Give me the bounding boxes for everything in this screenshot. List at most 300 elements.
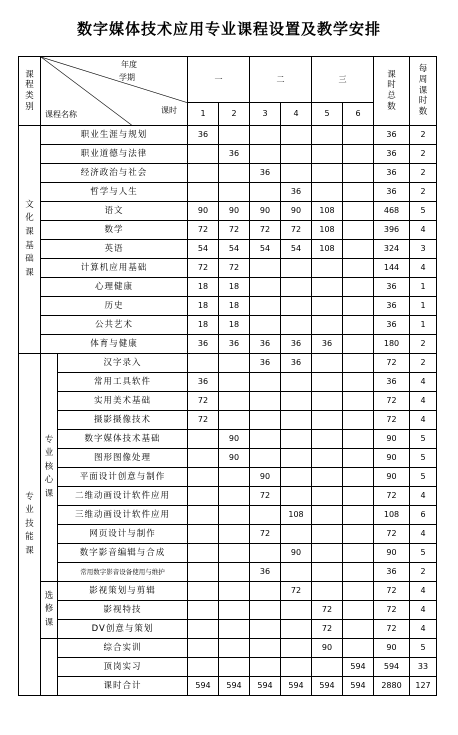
semester-2-hours: 18 (219, 278, 250, 297)
semester-1-hours: 72 (188, 221, 219, 240)
weekly-hours: 4 (410, 259, 437, 278)
semester-5-hours: 72 (312, 620, 343, 639)
semester-2-hours (219, 582, 250, 601)
semester-1-header: 1 (188, 103, 219, 126)
semester-3-hours (250, 449, 281, 468)
semester-6-hours (343, 202, 374, 221)
semester-6-hours (343, 582, 374, 601)
total-hours: 108 (374, 506, 410, 525)
table-row (19, 411, 437, 430)
table-row (19, 297, 437, 316)
semester-2-hours (219, 126, 250, 145)
weekly-hours: 2 (410, 354, 437, 373)
course-name: 职业道德与法律 (41, 145, 188, 164)
weekly-hours: 5 (410, 202, 437, 221)
semester-3-hours: 54 (250, 240, 281, 259)
semester-1-hours: 54 (188, 240, 219, 259)
table-row (19, 639, 437, 658)
weekly-hours: 5 (410, 468, 437, 487)
table-row (19, 335, 437, 354)
semester-2-hours (219, 620, 250, 639)
semester-4-hours (281, 145, 312, 164)
semester-3-hours (250, 639, 281, 658)
weekly-hours: 4 (410, 373, 437, 392)
semester-6-hours (343, 620, 374, 639)
table-row (19, 506, 437, 525)
semester-5-hours (312, 582, 343, 601)
course-name: 语文 (41, 202, 188, 221)
category-elective: 选修课 (41, 582, 58, 639)
semester-4-hours (281, 278, 312, 297)
semester-6-hours (343, 145, 374, 164)
total-hours: 36 (374, 278, 410, 297)
semester-1-hours: 18 (188, 297, 219, 316)
semester-6-hours (343, 563, 374, 582)
semester-6-hours: 594 (343, 658, 374, 677)
semester-1-hours (188, 145, 219, 164)
semester-5-hours (312, 278, 343, 297)
semester-3-hours: 594 (250, 677, 281, 696)
semester-2-hours: 36 (219, 335, 250, 354)
semester-6-hours (343, 126, 374, 145)
course-name: 职业生涯与规划 (41, 126, 188, 145)
table-row (19, 620, 437, 639)
semester-2-hours: 36 (219, 145, 250, 164)
course-name: 数学 (41, 221, 188, 240)
semester-4-hours: 594 (281, 677, 312, 696)
semester-3-hours (250, 145, 281, 164)
semester-1-hours (188, 468, 219, 487)
semester-5-hours (312, 487, 343, 506)
semester-5-hours (312, 563, 343, 582)
semester-6-hours (343, 297, 374, 316)
weekly-hours: 3 (410, 240, 437, 259)
table-row (19, 240, 437, 259)
semester-3-hours (250, 278, 281, 297)
semester-4-hours (281, 430, 312, 449)
course-name: 常用工具软件 (58, 373, 188, 392)
semester-1-hours (188, 601, 219, 620)
semester-6-hours (343, 468, 374, 487)
course-name: 历史 (41, 297, 188, 316)
semester-2-hours (219, 354, 250, 373)
table-row (19, 145, 437, 164)
semester-5-hours (312, 259, 343, 278)
semester-4-hours (281, 297, 312, 316)
course-name: 影视策划与剪辑 (58, 582, 188, 601)
semester-5-hours (312, 126, 343, 145)
semester-4-hours (281, 126, 312, 145)
course-name: DV创意与策划 (58, 620, 188, 639)
course-name: 三维动画设计软件应用 (58, 506, 188, 525)
empty-cell (41, 639, 58, 696)
semester-3-hours (250, 259, 281, 278)
course-name: 网页设计与制作 (58, 525, 188, 544)
semester-3-hours (250, 126, 281, 145)
semester-6-hours (343, 525, 374, 544)
semester-3-header: 3 (250, 103, 281, 126)
total-hours: 72 (374, 620, 410, 639)
total-hours: 90 (374, 544, 410, 563)
course-name: 数字媒体技术基础 (58, 430, 188, 449)
semester-6-hours (343, 544, 374, 563)
semester-5-hours (312, 183, 343, 202)
semester-1-hours (188, 354, 219, 373)
total-hours: 36 (374, 164, 410, 183)
course-name: 计算机应用基础 (41, 259, 188, 278)
course-name: 体育与健康 (41, 335, 188, 354)
semester-4-hours (281, 316, 312, 335)
semester-3-hours (250, 544, 281, 563)
total-hours: 72 (374, 354, 410, 373)
total-hours: 594 (374, 658, 410, 677)
semester-1-hours (188, 449, 219, 468)
semester-4-hours: 72 (281, 221, 312, 240)
semester-3-hours (250, 506, 281, 525)
semester-1-hours: 594 (188, 677, 219, 696)
semester-2-hours: 18 (219, 297, 250, 316)
semester-2-hours: 90 (219, 449, 250, 468)
table-row (19, 449, 437, 468)
total-hours: 180 (374, 335, 410, 354)
semester-2-hours (219, 487, 250, 506)
semester-3-hours: 36 (250, 563, 281, 582)
semester-1-hours: 72 (188, 259, 219, 278)
semester-5-hours: 72 (312, 601, 343, 620)
semester-3-hours (250, 658, 281, 677)
table-row (19, 183, 437, 202)
table-row (19, 601, 437, 620)
semester-5-hours (312, 449, 343, 468)
weekly-hours: 2 (410, 563, 437, 582)
semester-6-hours (343, 221, 374, 240)
semester-5-hours (312, 354, 343, 373)
total-hours: 90 (374, 639, 410, 658)
semester-5-hours (312, 658, 343, 677)
semester-3-hours: 90 (250, 468, 281, 487)
total-hours: 72 (374, 411, 410, 430)
total-hours: 36 (374, 297, 410, 316)
semester-6-hours (343, 601, 374, 620)
category-core: 专业核心课 (41, 354, 58, 582)
total-hours: 36 (374, 563, 410, 582)
internship-row (19, 658, 437, 677)
semester-4-hours (281, 620, 312, 639)
semester-5-hours (312, 506, 343, 525)
semester-2-hours (219, 468, 250, 487)
course-name: 常用数字影音设备使用与维护 (58, 563, 188, 582)
semester-3-hours: 36 (250, 164, 281, 183)
table-row (19, 563, 437, 582)
total-hours: 90 (374, 430, 410, 449)
total-hours: 36 (374, 126, 410, 145)
total-hours: 72 (374, 525, 410, 544)
semester-5-hours: 108 (312, 240, 343, 259)
semester-1-hours (188, 430, 219, 449)
weekly-hours: 2 (410, 164, 437, 183)
semester-3-hours: 72 (250, 525, 281, 544)
weekly-hours: 1 (410, 278, 437, 297)
semester-4-hours (281, 392, 312, 411)
total-hours: 2880 (374, 677, 410, 696)
semester-5-hours: 36 (312, 335, 343, 354)
weekly-hours: 2 (410, 335, 437, 354)
semester-4-hours: 108 (281, 506, 312, 525)
weekly-hours: 5 (410, 639, 437, 658)
semester-2-hours (219, 411, 250, 430)
weekly-hours: 2 (410, 183, 437, 202)
year-1-header: 一 (188, 57, 250, 103)
semester-5-hours (312, 430, 343, 449)
semester-3-hours: 90 (250, 202, 281, 221)
weekly-hours: 4 (410, 620, 437, 639)
table-row (19, 354, 437, 373)
semester-6-hours (343, 506, 374, 525)
semester-1-hours (188, 183, 219, 202)
table-row (19, 316, 437, 335)
semester-3-hours (250, 183, 281, 202)
table-row (19, 525, 437, 544)
semester-5-header: 5 (312, 103, 343, 126)
semester-5-hours (312, 316, 343, 335)
total-hours: 36 (374, 183, 410, 202)
total-hours: 36 (374, 373, 410, 392)
weekly-hours: 4 (410, 601, 437, 620)
semester-label: 学期 (119, 73, 135, 82)
semester-2-hours (219, 164, 250, 183)
course-name: 汉字录入 (58, 354, 188, 373)
semester-2-hours (219, 563, 250, 582)
semester-1-hours: 90 (188, 202, 219, 221)
semester-6-hours (343, 639, 374, 658)
semester-3-hours (250, 430, 281, 449)
semester-1-hours: 36 (188, 335, 219, 354)
semester-2-hours (219, 658, 250, 677)
semester-4-hours: 90 (281, 202, 312, 221)
category-culture: 文化课基础课 (19, 126, 41, 354)
total-hours: 72 (374, 392, 410, 411)
semester-2-hours: 72 (219, 221, 250, 240)
weekly-hours: 4 (410, 525, 437, 544)
semester-4-hours (281, 563, 312, 582)
semester-5-hours (312, 525, 343, 544)
semester-2-hours: 90 (219, 202, 250, 221)
semester-3-hours: 36 (250, 354, 281, 373)
semester-1-hours (188, 620, 219, 639)
course-name: 顶岗实习 (58, 658, 188, 677)
semester-4-hours (281, 164, 312, 183)
semester-5-hours (312, 145, 343, 164)
course-name: 图形图像处理 (58, 449, 188, 468)
total-hours: 72 (374, 487, 410, 506)
semester-3-hours (250, 411, 281, 430)
weekly-hours: 4 (410, 411, 437, 430)
year-3-header: 三 (312, 57, 374, 103)
course-name: 经济政治与社会 (41, 164, 188, 183)
semester-6-hours (343, 392, 374, 411)
weekly-hours: 2 (410, 145, 437, 164)
table-row (19, 544, 437, 563)
semester-4-hours (281, 259, 312, 278)
semester-6-hours (343, 430, 374, 449)
semester-4-header: 4 (281, 103, 312, 126)
weekly-hours: 4 (410, 221, 437, 240)
semester-5-hours (312, 392, 343, 411)
weekly-hours: 2 (410, 126, 437, 145)
semester-6-hours (343, 278, 374, 297)
semester-6-hours (343, 240, 374, 259)
semester-2-hours (219, 373, 250, 392)
total-hours-header: 课时总数 (374, 57, 410, 126)
semester-2-hours (219, 183, 250, 202)
total-hours: 396 (374, 221, 410, 240)
semester-4-hours: 36 (281, 183, 312, 202)
semester-2-hours: 90 (219, 430, 250, 449)
semester-1-hours: 72 (188, 411, 219, 430)
semester-4-hours (281, 658, 312, 677)
category-header: 课程类别 (19, 57, 41, 126)
course-name: 综合实训 (58, 639, 188, 658)
semester-4-hours (281, 411, 312, 430)
weekly-hours: 1 (410, 316, 437, 335)
semester-3-hours (250, 316, 281, 335)
semester-1-hours: 18 (188, 316, 219, 335)
semester-6-header: 6 (343, 103, 374, 126)
semester-5-hours: 90 (312, 639, 343, 658)
semester-5-hours: 108 (312, 202, 343, 221)
weekly-hours-header: 每周课时数 (410, 57, 437, 126)
semester-2-hours (219, 506, 250, 525)
semester-1-hours: 18 (188, 278, 219, 297)
semester-3-hours (250, 601, 281, 620)
semester-6-hours (343, 487, 374, 506)
semester-5-hours (312, 297, 343, 316)
semester-1-hours (188, 544, 219, 563)
semester-1-hours (188, 563, 219, 582)
semester-4-hours (281, 468, 312, 487)
semester-2-hours (219, 601, 250, 620)
weekly-hours: 33 (410, 658, 437, 677)
weekly-hours: 127 (410, 677, 437, 696)
total-hours: 72 (374, 601, 410, 620)
weekly-hours: 4 (410, 487, 437, 506)
semester-1-hours (188, 525, 219, 544)
semester-1-hours: 72 (188, 392, 219, 411)
semester-4-hours: 36 (281, 354, 312, 373)
total-hours: 90 (374, 449, 410, 468)
semester-2-hours (219, 392, 250, 411)
total-hours: 324 (374, 240, 410, 259)
semester-6-hours: 594 (343, 677, 374, 696)
course-name-label: 课程名称 (45, 110, 77, 119)
semester-3-hours (250, 297, 281, 316)
course-name: 平面设计创意与制作 (58, 468, 188, 487)
semester-3-hours (250, 373, 281, 392)
semester-2-hours: 594 (219, 677, 250, 696)
table-row (19, 221, 437, 240)
table-row (19, 259, 437, 278)
table-row (19, 392, 437, 411)
semester-6-hours (343, 183, 374, 202)
course-name: 摄影摄像技术 (58, 411, 188, 430)
semester-6-hours (343, 354, 374, 373)
semester-6-hours (343, 373, 374, 392)
semester-3-hours (250, 582, 281, 601)
semester-3-hours: 72 (250, 487, 281, 506)
semester-3-hours (250, 620, 281, 639)
semester-4-hours: 90 (281, 544, 312, 563)
diagonal-header-cell (41, 57, 188, 126)
semester-1-hours: 36 (188, 126, 219, 145)
curriculum-table (18, 56, 437, 696)
weekly-hours: 5 (410, 430, 437, 449)
table-row (19, 430, 437, 449)
summary-row (19, 677, 437, 696)
semester-4-hours: 72 (281, 582, 312, 601)
total-hours: 90 (374, 468, 410, 487)
course-name: 公共艺术 (41, 316, 188, 335)
semester-5-hours (312, 544, 343, 563)
weekly-hours: 5 (410, 544, 437, 563)
total-hours: 72 (374, 582, 410, 601)
semester-1-hours (188, 487, 219, 506)
table-row (19, 278, 437, 297)
semester-1-hours (188, 164, 219, 183)
semester-6-hours (343, 164, 374, 183)
semester-5-hours (312, 373, 343, 392)
semester-2-hours: 72 (219, 259, 250, 278)
course-name: 影视特技 (58, 601, 188, 620)
semester-5-hours (312, 411, 343, 430)
year-label: 年度 (121, 60, 137, 69)
semester-6-hours (343, 316, 374, 335)
semester-3-hours: 72 (250, 221, 281, 240)
total-hours: 36 (374, 316, 410, 335)
semester-2-hours (219, 525, 250, 544)
semester-3-hours (250, 392, 281, 411)
weekly-hours: 4 (410, 392, 437, 411)
semester-1-hours (188, 639, 219, 658)
weekly-hours: 6 (410, 506, 437, 525)
semester-4-hours (281, 487, 312, 506)
weekly-hours: 4 (410, 582, 437, 601)
semester-1-hours (188, 506, 219, 525)
semester-5-hours (312, 164, 343, 183)
weekly-hours: 5 (410, 449, 437, 468)
semester-6-hours (343, 335, 374, 354)
semester-2-hours (219, 544, 250, 563)
table-row (19, 126, 437, 145)
semester-6-hours (343, 449, 374, 468)
semester-6-hours (343, 411, 374, 430)
semester-5-hours: 108 (312, 221, 343, 240)
semester-5-hours (312, 468, 343, 487)
course-name: 课时合计 (58, 677, 188, 696)
category-professional: 专业技能课 (19, 354, 41, 696)
semester-1-hours (188, 658, 219, 677)
semester-4-hours (281, 601, 312, 620)
course-name: 英语 (41, 240, 188, 259)
course-name: 实用美术基础 (58, 392, 188, 411)
year-2-header: 二 (250, 57, 312, 103)
table-row (19, 164, 437, 183)
course-name: 数字影音编辑与合成 (58, 544, 188, 563)
semester-4-hours: 54 (281, 240, 312, 259)
semester-2-header: 2 (219, 103, 250, 126)
semester-4-hours (281, 639, 312, 658)
semester-4-hours (281, 373, 312, 392)
semester-1-hours (188, 582, 219, 601)
